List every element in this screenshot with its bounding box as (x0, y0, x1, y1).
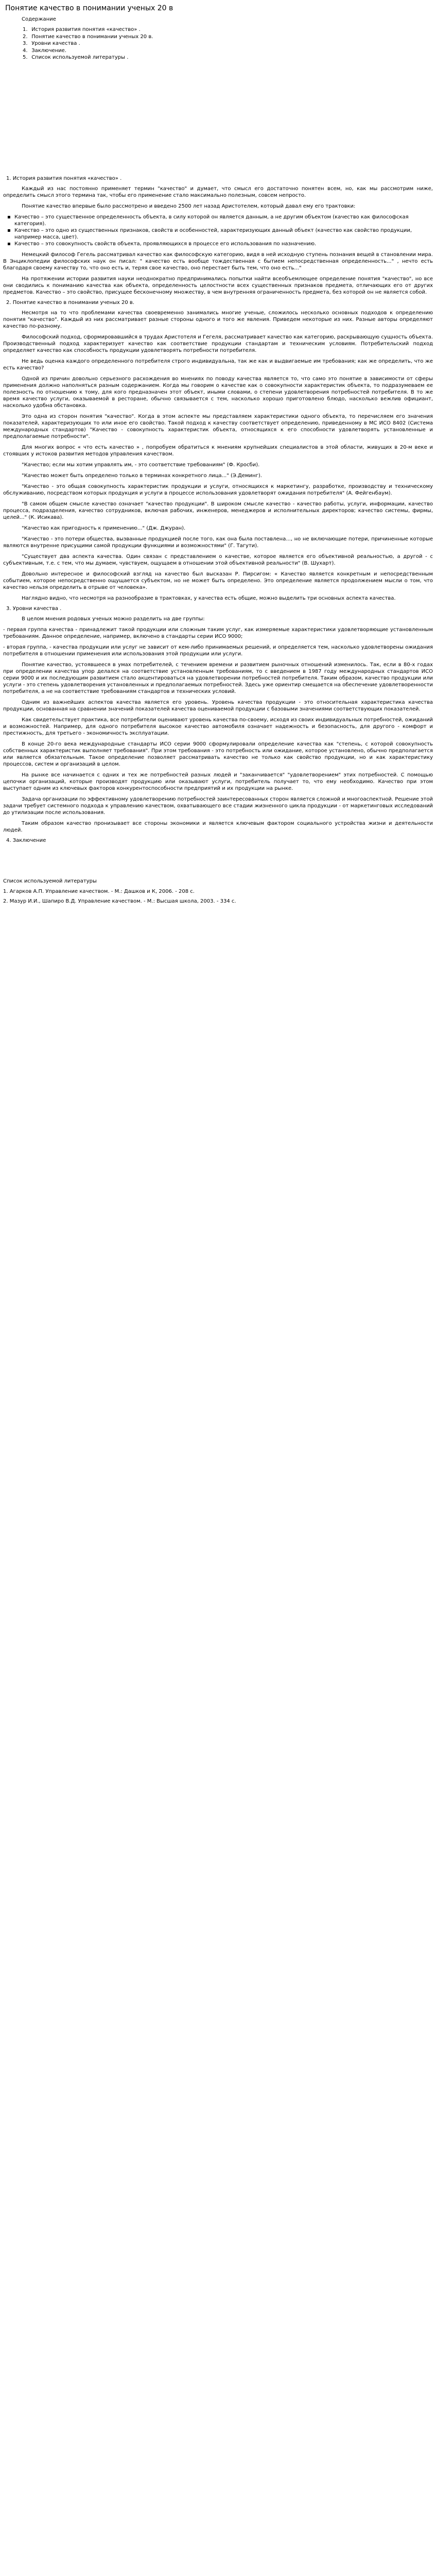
toc-item[interactable]: 5. Список используемой литературы . (23, 55, 129, 60)
list-item: ▪ Качество – это совокупность свойств объекта, проявляющихся в процессе его использования по назначению. (6, 241, 433, 247)
paragraph: Понятие качество, устоявшееся в умах потребителей, с течением времени и развитием рыночных отношений изменилось. Так, если в 80-х годах при определении качества упор делался на соответствие установленным требованиям, то с введением в 1987 году международных стандартов ИСО серии 9000 и их последующим развитием стало акцентироваться на удовлетворении потребностей потребителя. Таким образом, качество продукции или услуги - это степень удовлетворения установленных и предполагаемых потребностей. Здесь уже ориентир смещается на обеспечение удовлетворенности потребителя, а не на соответствие требованиям стандартов и технических условий. (3, 662, 433, 694)
quote: "Качество может быть определено только в терминах конкретного лица..." (Э.Деминг). (22, 472, 262, 479)
paragraph: Для многих вопрос « что есть качество » , попробуем обратиться к мнениям крупнейших специалистов в этой области, живущих в 20-м веке и стоявших у истоков развития методов управления качеством. (3, 444, 433, 457)
paragraph: Не ведь оценка каждого определенного потребителя строго индивидуальна, так же как и выдвигаемые им требования; как же определить, что же есть качество? (3, 358, 433, 371)
toc-title: Содержание (22, 16, 56, 22)
toc-item[interactable]: 1. История развития понятия «качество» . (23, 27, 141, 32)
list-item: ▪ Качество – это одно из существенных признаков, свойств и особенностей, характеризующих данный объект (качество как свойство продукции, например масса, цвет). (6, 227, 433, 241)
quote: "Существует два аспекта качества. Один связан с представлением о качестве, которое является его объективной реальностью, а другой - с субъективным, т.е. с тем, что мы думаем, чувствуем, ощущаем в отношении этой объективной реальности" (В. Шухарт). (3, 553, 433, 566)
paragraph: - вторая группа, - качества продукции или услуг не зависит от кем-либо принимаемых решений, и определяется тем, насколько удовлетворены ожидания потребителя в отношении применения или использования этой продукции или услуги. (3, 644, 433, 657)
paragraph: Это одна из сторон понятия "качество". Когда в этом аспекте мы представляем характеристики одного объекта, то перечисляем его значения показателей, характеризующих то или иное его свойство. Такой подход к качеству соответствует определению, приведенному в МС ИСО 8402 (Система международных стандартов) "Качество - совокупность характеристик объекта, относящихся к его способности удовлетворять установленные и предполагаемые потребности". (3, 413, 433, 439)
paragraph: Наглядно видно, что несмотря на разнообразие в трактовках, у качества есть общие, можно выделить три основных аспекта качества. (22, 595, 396, 601)
reference-item: 1. Агарков А.П. Управление качеством. - М.: Дашков и К, 2006. - 208 с. (3, 888, 195, 894)
section-heading: 3. Уровни качества . (6, 605, 62, 612)
list-item: ▪ Качество – это существенное определенность объекта, в силу которой он является данным, а не другим объектом (качество как философская категория). (6, 214, 433, 227)
page-title: Понятие качество в понимании ученых 20 в (5, 4, 173, 12)
paragraph: - первая группа качества - принадлежит такой продукции или сложным таким услуг, как измеряемые характеристики удовлетворяющие установленным требованиям. Данное определение, например, включено в стандарты серии ИСО 9000; (3, 626, 433, 639)
paragraph: В целом мнения родовых ученых можно разделить на две группы: (22, 616, 205, 622)
paragraph: На рынке все начинается с одних и тех же потребностей разных людей и "заканчивается" "удовлетворением" этих потребностей. С помощью цепочки организаций, которые производят продукцию или оказывают услуги, потребитель получает то, что ему необходимо. Качество при этом выступает одним из ключевых факторов конкурентоспособности предприятий и их продукции на рынке. (3, 772, 433, 791)
references-title: Список используемой литературы (3, 878, 97, 884)
references-list (3, 888, 433, 905)
quote: "Качество как пригодность к применению..." (Дж. Джуран). (22, 525, 186, 531)
paragraph: Одним из важнейших аспектов качества является его уровень. Уровень качества продукции - это относительная характеристика качества продукции, основанная на сравнении значений показателей качества оцениваемой продукции с базовыми значениями соответствующих показателей. (3, 699, 433, 712)
paragraph: Таким образом качество пронизывает все стороны экономики и является ключевым фактором социального устройства жизни и деятельности людей. (3, 820, 433, 833)
section-heading: 2. Понятие качество в понимании ученых 20 в. (6, 299, 134, 306)
section-heading: 1. История развития понятия «качество» . (6, 175, 122, 181)
paragraph: В конце 20-го века международные стандарты ИСО серии 9000 сформулировали определение качества как "степень, с которой совокупность собственных характеристик выполняет требования". При этом требования - это потребность или ожидание, которое установлено, обычно предполагается или является обязательным. Такое определение позволяет рассматривать качество не только как свойство продукции, но и как характеристику процессов, систем и организаций в целом. (3, 741, 433, 767)
section-heading: 4. Заключение (6, 837, 46, 843)
toc-item[interactable]: 3. Уровни качества . (23, 41, 80, 46)
paragraph: Одной из причин довольно серьезного расхождения во мнениях по поводу качества является то, что само это понятие в зависимости от сферы применения должно наполняться разным содержанием. Когда мы говорим о качестве как о совокупности характеристик объекта, то подразумеваем ее полезность по отношению к тому, для кого предназначен этот объект, иными словами, о степени удовлетворения потребностей потребителя. В то же время качество услуги, оказываемой в ресторане, обычно связывается с тем, насколько хорошо приготовлено блюдо, насколько вежлив официант, насколько удобна обстановка. (3, 376, 433, 409)
paragraph: На протяжении истории развития науки неоднократно предпринимались попытки найти всеобъемлющее определение понятия "качество", но все они сводились к пониманию качества как объекта, определенность целостности всех существенных признаков предмета, отличающих его от других предметов. Качество – это свойство, присущее бесконечному множеству, в чем внутренняя ограниченность предмета, без которой он не является собой. (3, 276, 433, 295)
paragraph: Как свидетельствует практика, все потребители оценивают уровень качества по-своему, исходя из своих индивидуальных потребностей, ожиданий и возможностей. Например, для одного потребителя высокое качество автомобиля означает надежность и безопасность, для другого - комфорт и престижность, для третьего - экономичность эксплуатации. (3, 717, 433, 736)
quote: "Качество - это общая совокупность характеристик продукции и услуги, относящихся к маркетингу, разработке, производству и техническому обслуживанию, посредством которых продукция и услуги в процессе использования удовлетворят ожидания потребителя" (А. Фейгенбаум). (3, 483, 433, 496)
paragraph: Каждый из нас постоянно применяет термин "качество" и думает, что смысл его достаточно понятен всем, но, как мы рассмотрим ниже, определить смысл этого термина так, чтобы его применение стало максимально полезным, совсем непросто. (3, 185, 433, 198)
paragraph: Понятие качество впервые было рассмотрено и введено 2500 лет назад Аристотелем, который давал ему его трактовки: (22, 203, 356, 209)
paragraph: Немецкий философ Гегель рассматривал качество как философскую категорию, видя в ней исходную ступень познания вещей в становлении мира. В Энциклопедии философских наук он писал: " качество есть вообще тождественная с бытием непосредственная определенность..." , нечто есть благодаря своему качеству то, что оно есть и, теряя свое качество, оно перестает быть тем, что оно есть..." (3, 251, 433, 271)
quote: "Качество; если мы хотим управлять им, - это соответствие требованиям" (Ф. Кросби). (22, 462, 260, 468)
paragraph: Задача организации по эффективному удовлетворению потребностей заинтересованных сторон является сложной и многоаспектной. Решение этой задачи требует системного подхода к управлению качеством, охватывающего все стадии жизненного цикла продукции - от маркетинговых исследований до утилизации после использования. (3, 796, 433, 816)
paragraph: Философский подход, сформировавшийся в трудах Аристотеля и Гегеля, рассматривает качество как категорию, раскрывающую сущность объекта. Производственный подход характеризует качество как соответствие продукции стандартам и техническим условиям. Потребительский подход определяет качество как способность продукции удовлетворять потребности потребителя. (3, 334, 433, 353)
paragraph: Несмотря на то что проблемами качества своевременно занимались многие ученые, сложилось несколько основных подходов к определению понятия "качество". Каждый из них рассматривает разные стороны одного и того же явления. Приведем некоторые из них. Разные авторы определяют качество по-разному. (3, 310, 433, 329)
reference-item: 2. Мазур И.И., Шапиро В.Д. Управление качеством. - М.: Высшая школа, 2003. - 334 с. (3, 898, 236, 904)
quote: "В самом общем смысле качество означает "качество продукции". В широком смысле качество - качество работы, услуги, информации, качество процесса, подразделения, качество сотрудников, включая рабочих, инженеров, менеджеров и исполнительных директоров; качество системы, фирмы, целей..." (К. Исикава). (3, 501, 433, 520)
paragraph: Довольно интересное и философский взгляд на качество был высказан Р. Пирсигом: « Качество является конкретным и непосредственным событием, которое непосредственно ощущается субъектом, но не может быть определено. Это определение является продолжением мысли о том, что качество нельзя определить в отрыве от человека». (3, 571, 433, 590)
quote: "Качество - это потери общества, вызванные продукцией после того, как она была поставлена..., но не включающие потери, причиненные которые являются внутренне присущими самой продукции функциями и возможностями" (Г. Тагути). (3, 536, 433, 549)
table-of-contents (23, 26, 433, 61)
bullet-list (6, 214, 433, 247)
toc-item[interactable]: 4. Заключение. (23, 47, 67, 54)
toc-item[interactable]: 2. Понятие качество в понимании ученых 20 в. (23, 33, 153, 40)
document-page (0, 4, 436, 918)
